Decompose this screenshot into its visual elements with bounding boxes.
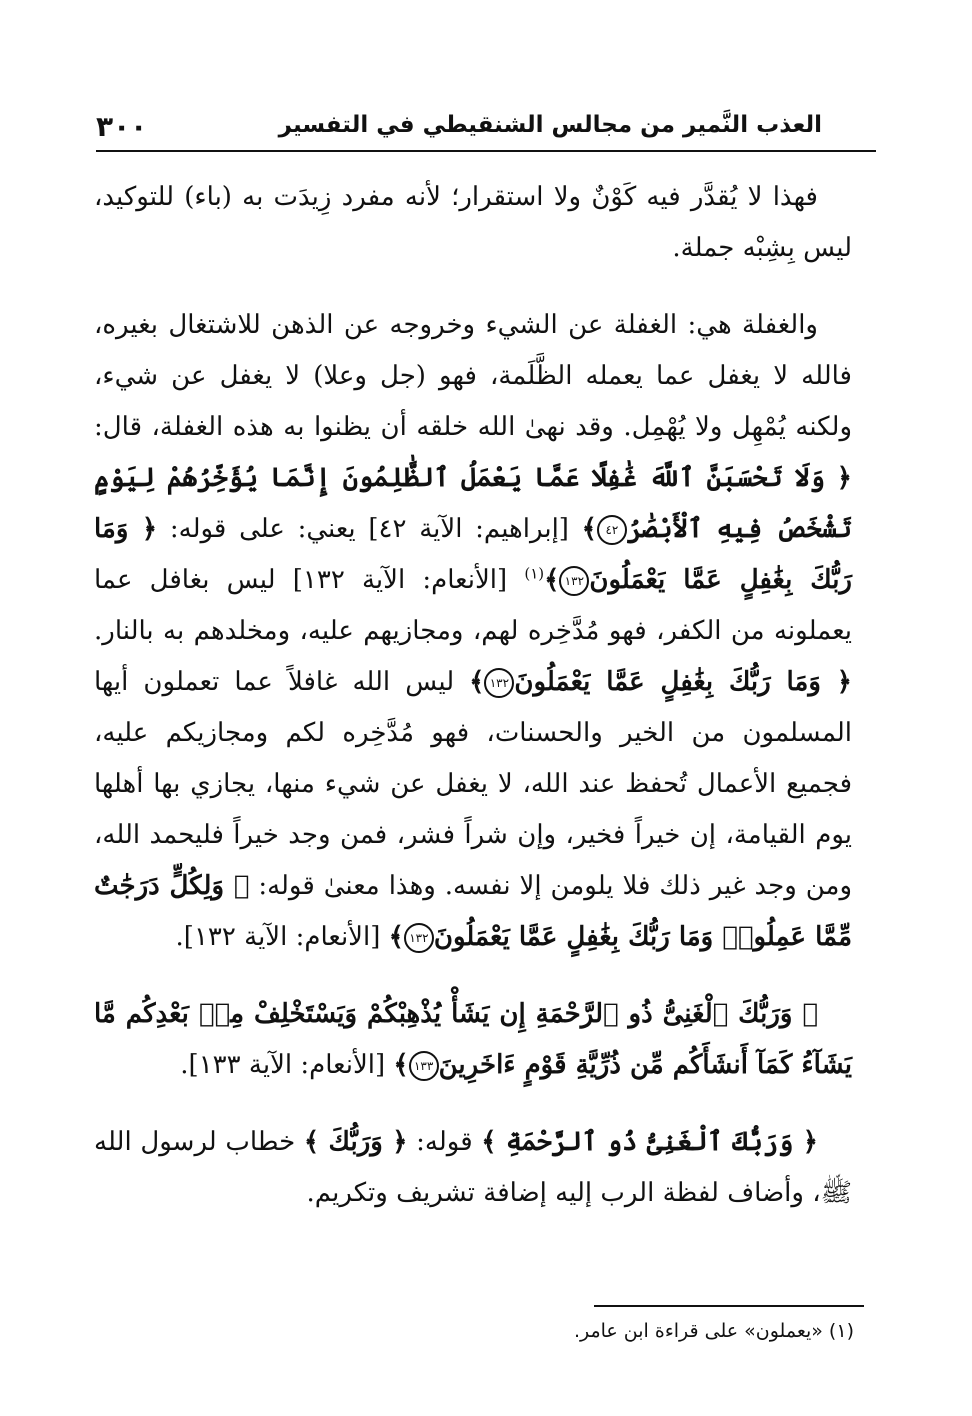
body-text-run: فهذا لا يُقدَّر فيه كَوْنٌ ولا استقرار؛ لأنه مفرد زِيدَت به (باء) للتوكيد، ليس بِشِبْه جملة. <box>94 182 852 263</box>
body-text-run: ليس الله غافلاً عما تعملون أيها المسلمون من الخير والحسنات، فهو مُدَّخِره لكم ومجازيكم عليه، فجميع الأعمال تُحفظ عند الله، لا يغفل عن شيء منها، يجازي بها أهلها يوم القيامة، إن خيراً فخير، وإن شراً فشر، فمن وجد خيراً فليحمد الله، ومن وجد غير ذلك فلا يلومن إلا نفسه. وهذا معنىٰ قوله: <box>94 667 853 901</box>
body-text-run: [الأنعام: الآية ١٣٣]. <box>180 1050 394 1080</box>
footnote-reference: (١) <box>524 564 545 583</box>
quran-verse: ﴾ <box>393 1050 409 1080</box>
body-text-run: [إبراهيم: الآية ٤٢] يعني: على قوله: <box>157 514 582 544</box>
footnote: (١) «يعملون» على قراءة ابن عامر. <box>573 1320 854 1342</box>
quran-verse: ﴾ <box>469 667 485 697</box>
ayah-number-marker: ١٣٢ <box>559 566 589 596</box>
footnote-divider <box>594 1305 864 1307</box>
quran-verse: ﴾ <box>581 514 597 544</box>
quran-verse: ﴿ وَرَبُّكَ ﴾ <box>303 1127 408 1157</box>
paragraph <box>94 300 852 963</box>
ayah-number-marker: ٤٢ <box>597 515 627 545</box>
body-text-run: [الأنعام: الآية ١٣٢] ليس بغافل عما يعملونه من الكفر، فهو مُدَّخِره لهم، ومجازيهم عليه، ومخلدهم به بالنار. <box>94 565 852 646</box>
quran-verse: ﴿ وَرَبُّكَ ٱلْغَنِىُّ ذُو ٱلرَّحْمَةِ ﴾ <box>481 1127 818 1157</box>
page-number: ٣٠٠ <box>96 110 148 143</box>
quran-verse: ﴾ <box>544 565 560 595</box>
quran-verse: ﴿ وَلِكُلٍّ دَرَجَٰتٌ مِّمَّا عَمِلُوا۟ وَمَا رَبُّكَ بِغَٰفِلٍ عَمَّا يَعْمَلُونَ <box>94 871 852 952</box>
ayah-number-marker: ١٣٣ <box>409 1051 439 1081</box>
page-header <box>96 112 862 152</box>
paragraph <box>94 172 852 274</box>
main-text <box>94 172 852 1219</box>
quran-verse: ﴿ وَرَبُّكَ ٱلْغَنِىُّ ذُو ٱلرَّحْمَةِ إِن يَشَأْ يُذْهِبْكُمْ وَيَسْتَخْلِفْ مِنۢ بَعْدِكُم مَّا يَشَآءُ كَمَآ أَنشَأَكُم مِّن ذُرِّيَّةِ قَوْمٍ ءَاخَرِينَ <box>94 999 852 1080</box>
ayah-number-marker: ١٣٢ <box>484 668 514 698</box>
paragraph <box>94 1117 852 1219</box>
quran-verse: ﴿ وَمَا رَبُّكَ بِغَٰفِلٍ عَمَّا يَعْمَلُونَ <box>94 514 852 595</box>
ayah-number-marker: ١٣٢ <box>404 923 434 953</box>
quran-verse: ﴾ <box>388 922 404 952</box>
body-text-run: قوله: <box>407 1127 482 1157</box>
body-text-run: خطاب لرسول الله ﷺ، وأضاف لفظة الرب إليه إضافة تشريف وتكريم. <box>94 1127 852 1208</box>
body-text-run: والغفلة هي: الغفلة عن الشيء وخروجه عن الذهن للاشتغال بغيره، فالله لا يغفل عما يعمله الظَّلَمة، فهو (جل وعلا) لا يغفل عن شيء، ولكنه يُمْهِل ولا يُهْمِل. وقد نهىٰ الله خلقه أن يظنوا به هذه الغفلة، قال: <box>94 310 852 442</box>
header-divider <box>96 150 876 152</box>
paragraph <box>94 989 852 1091</box>
quran-verse: ﴿ وَلَا تَحْسَبَنَّ ٱللَّهَ غَٰفِلًا عَمَّا يَعْمَلُ ٱلظَّٰلِمُونَ إِنَّمَا يُؤَخِّرُهُمْ لِيَوْمٍ تَشْخَصُ فِيهِ ٱلْأَبْصَٰرُ <box>94 463 852 544</box>
body-text-run: [الأنعام: الآية ١٣٢]. <box>175 922 389 952</box>
quran-verse: ﴿ وَمَا رَبُّكَ بِغَٰفِلٍ عَمَّا يَعْمَلُونَ <box>514 667 852 697</box>
running-title: العذب النَّمير من مجالس الشنقيطي في التفسير <box>278 112 822 138</box>
